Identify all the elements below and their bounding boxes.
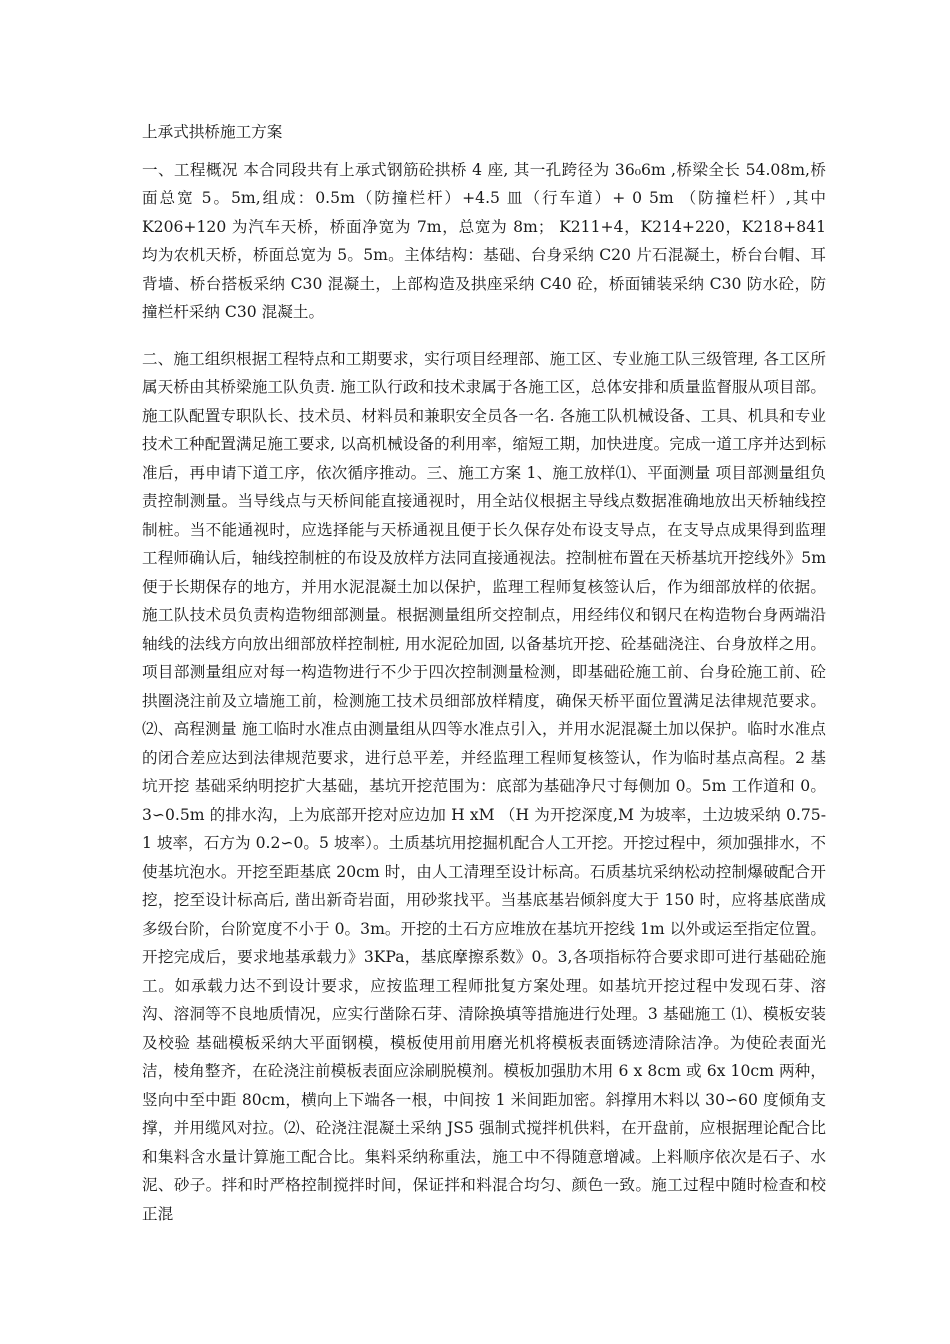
document-body — [142, 118, 826, 1246]
paragraph-construction-organization: 二、施工组织根据工程特点和工期要求，实行项目经理部、施工区、专业施工队三级管理, 各工区所属天桥由其桥梁施工队负责. 施工队行政和技术隶属于各施工区，总体安排和质量监督服从项目部。施工队配置专职队长、技术员、材料员和兼职安全员各一名. 各施工队机械设备、工具、机具和专业技术工种配置满足施工要求, 以高机械设备的利用率，缩短工期，加快进度。完成一道工序并达到标准后，再申请下道工序，依次循序推动。三、施工方案 1、施工放样⑴、平面测量 项目部测量组负责控制测量。当导线点与天桥间能直接通视时，用全站仪根据主导线点数据准确地放出天桥轴线控制桩。当不能通视时，应选择能与天桥通视且便于长久保存处布设支导点，在支导点成果得到监理工程师确认后，轴线控制桩的布设及放样方法同直接通视法。控制桩布置在天桥基坑开挖线外》5m 便于长期保存的地方，并用水泥混凝土加以保护，监理工程师复核签认后，作为细部放样的依据。施工队技术员负责构造物细部测量。根据测量组所交控制点，用经纬仪和钢尺在构造物台身两端沿轴线的法线方向放出细部放样控制桩, 用水泥砼加固, 以备基坑开挖、砼基础浇注、台身放样之用。项目部测量组应对每一构造物进行不少于四次控制测量检测，即基础砼施工前、台身砼施工前、砼拱圈浇注前及立墙施工前，检测施工技术员细部放样精度，确保天桥平面位置满足法律规范要求。⑵、高程测量 施工临时水准点由测量组从四等水准点引入，并用水泥混凝土加以保护。临时水准点的闭合差应达到法律规范要求，进行总平差，并经监理工程师复核签认，作为临时基点高程。2 基坑开挖 基础采纳明挖扩大基础，基坑开挖范围为：底部为基础净尺寸每侧加 0。5m 工作道和 0。3∽0.5m 的排水沟，上为底部开挖对应边加 H xM （H 为开挖深度,M 为坡率，土边坡采纳 0.75- 1 坡率，石方为 0.2∽0。5 坡率）。土质基坑用挖掘机配合人工开挖。开挖过程中，须加强排水，不使基坑泡水。开挖至距基底 20cm 时，由人工清理至设计标高。石质基坑采纳松动控制爆破配合开挖，挖至设计标高后, 凿出新奇岩面，用砂浆找平。当基底基岩倾斜度大于 150 时，应将基底凿成多级台阶，台阶宽度不小于 0。3m。开挖的土石方应堆放在基坑开挖线 1m 以外或运至指定位置。开挖完成后，要求地基承载力》3KPa，基底摩擦系数》0。3,各项指标符合要求即可进行基础砼施工。如承载力达不到设计要求，应按监理工程师批复方案处理。如基坑开挖过程中发现石芽、溶沟、溶洞等不良地质情况，应实行凿除石芽、清除换填等措施进行处理。3 基础施工 ⑴、模板安装及校验 基础模板采纳大平面钢模，模板使用前用磨光机将模板表面锈迹清除洁净。为使砼表面光洁，棱角整齐，在砼浇注前模板表面应涂刷脱模剂。模板加强肋木用 6 x 8cm 或 6x 10cm 两种，竖向中至中距 80cm，横向上下端各一根，中间按 1 米间距加密。斜撑用木料以 30∽60 度倾角支撑，并用缆风对拉。⑵、砼浇注混凝土采纳 JS5 强制式搅拌机供料，在开盘前，应根据理论配合比和集料含水量计算施工配合比。集料采纳称重法，施工中不得随意增减。上料顺序依次是石子、水泥、砂子。拌和时严格控制搅拌时间，保证拌和料混合均匀、颜色一致。施工过程中随时检查和校正混 — [142, 349, 826, 1223]
document-title: 上承式拱桥施工方案 — [142, 123, 283, 141]
paragraph-project-overview: 一、工程概况 本合同段共有上承式钢筋砼拱桥 4 座, 其一孔跨径为 36₀6m ,桥梁全长 54.08m,桥面总宽 5。5m,组成：0.5m（防撞栏杆）+4.5 皿（行车道）+ 0 5m （防撞栏杆）,其中 K206+120 为汽车天桥，桥面净宽为 7m，总宽为 8m； K211+4，K214+220，K218+841 均为农机天桥，桥面总宽为 5。5m。主体结构：基础、台身采纳 C20 片石混凝土，桥台台帽、耳背墙、桥台搭板采纳 C30 混凝土，上部构造及拱座采纳 C40 砼，桥面铺装采纳 C30 防水砼，防撞栏杆采纳 C30 混凝土。 — [142, 160, 826, 321]
